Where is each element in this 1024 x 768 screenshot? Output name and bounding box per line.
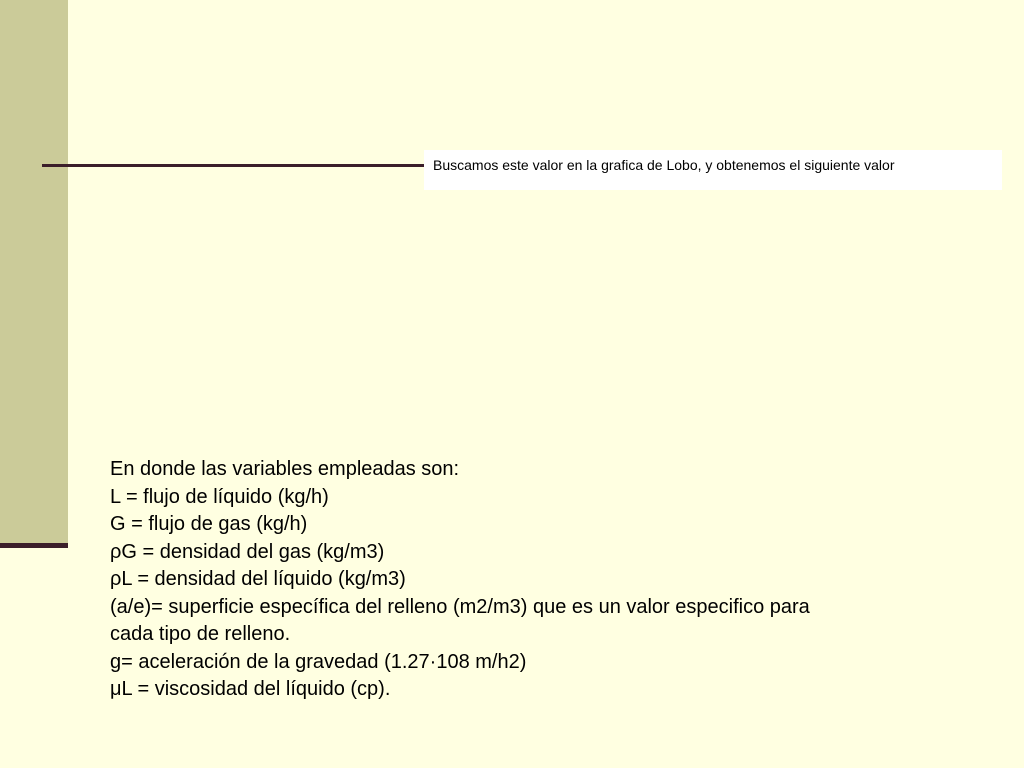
side-accent-bar: [0, 0, 68, 545]
variable-line-g: G = flujo de gas (kg/h): [110, 513, 308, 535]
callout-text: Buscamos este valor en la grafica de Lobo, y obtenemos el siguiente valor: [433, 157, 895, 173]
variable-line-ae-continued: cada tipo de relleno.: [110, 623, 291, 645]
variable-line-rho-g: ρG = densidad del gas (kg/m3): [110, 540, 385, 563]
variables-intro: En donde las variables empleadas son:: [110, 458, 460, 480]
variable-line-viscosity: μL = viscosidad del líquido (cp).: [110, 678, 391, 700]
variables-description: [110, 456, 940, 704]
side-accent-rule: [0, 543, 68, 548]
variable-line-ae: (a/e)= superficie específica del relleno (m2/m3) que es un valor especifico para: [110, 595, 810, 618]
variable-line-rho-l: ρL = densidad del líquido (kg/m3): [110, 568, 406, 590]
variable-line-gravity: g= aceleración de la gravedad (1.27·108 m/h2): [110, 650, 527, 673]
callout-box: [424, 150, 1002, 190]
variable-line-l: L = flujo de líquido (kg/h): [110, 485, 329, 508]
header-divider-line: [42, 164, 424, 167]
